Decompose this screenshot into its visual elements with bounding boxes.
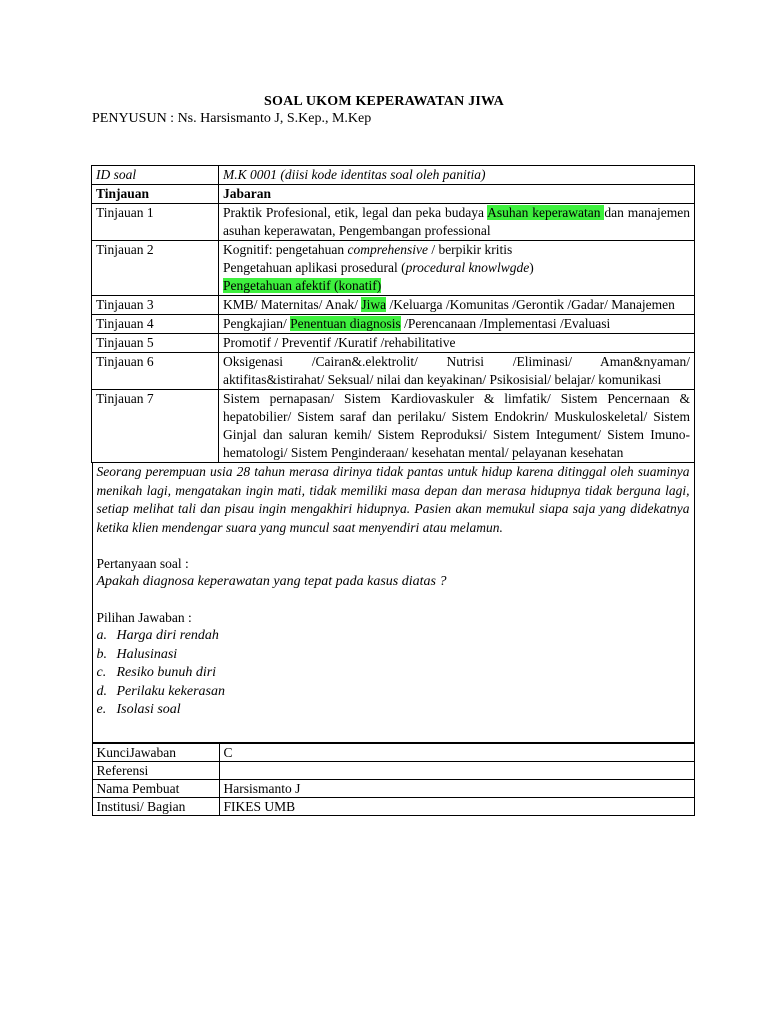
option-letter: c. bbox=[96, 665, 107, 680]
pembuat-value: Harsismanto J bbox=[219, 779, 694, 797]
text-line bbox=[223, 259, 690, 277]
tinjauan-1-text bbox=[219, 204, 695, 241]
highlighted-answer: Jiwa bbox=[361, 297, 387, 312]
table-row bbox=[92, 296, 695, 315]
tinjauan-7-label: Tinjauan 7 bbox=[92, 390, 219, 463]
tinjauan-2-text bbox=[219, 241, 695, 296]
highlighted-answer: Penentuan diagnosis bbox=[290, 316, 401, 331]
table-row bbox=[92, 185, 695, 204]
option-text: Harga diri rendah bbox=[116, 628, 219, 643]
table-row bbox=[92, 353, 695, 390]
col-header-tinjauan: Tinjauan bbox=[92, 185, 219, 204]
id-label: ID soal bbox=[92, 166, 219, 185]
text-segment: KMB/ Maternitas/ Anak/ bbox=[223, 297, 362, 312]
tinjauan-1-label: Tinjauan 1 bbox=[92, 204, 219, 241]
tinjauan-3-text bbox=[219, 296, 695, 315]
case-section bbox=[92, 463, 695, 816]
spacer bbox=[97, 720, 690, 742]
tinjauan-2-label: Tinjauan 2 bbox=[92, 241, 219, 296]
table-row bbox=[92, 241, 695, 296]
option-text: Halusinasi bbox=[116, 646, 178, 662]
question-text: Apakah diagnosa keperawatan yang tepat pada kasus diatas ? bbox=[96, 574, 447, 589]
list-item bbox=[97, 646, 690, 665]
text-segment: procedural knowlwgde bbox=[405, 260, 530, 275]
option-text: Resiko bunuh diri bbox=[116, 665, 217, 680]
question-label: Pertanyaan soal : bbox=[96, 556, 189, 571]
highlighted-answer: Asuhan keperawatan bbox=[487, 205, 605, 220]
table-row bbox=[92, 761, 694, 779]
text-segment: Praktik Profesional, etik, legal dan peka budaya bbox=[223, 205, 488, 220]
tinjauan-7-text: Sistem pernapasan/ Sistem Kardiovaskuler & limfatik/ Sistem Pencernaan & hepatobilier/ Sistem saraf dan perilaku/ Sistem Endokrin/ Muskuloskeletal/ Sistem Ginjal dan saluran kemih/ Sistem Reproduksi/ Sistem Integument/ Sistem Imuno-hematologi/ Sistem Penginderaan/ kesehatan mental/ pelayanan kesehatan bbox=[219, 390, 695, 463]
tinjauan-4-text bbox=[219, 315, 695, 334]
answer-options bbox=[97, 627, 690, 720]
text-segment: Pengetahuan aplikasi prosedural ( bbox=[223, 260, 406, 275]
text-segment: /Keluarga /Komunitas /Gerontik /Gadar/ Manajemen bbox=[386, 297, 675, 312]
list-item bbox=[97, 701, 690, 720]
spacer bbox=[97, 537, 690, 555]
author-line: PENYUSUN : Ns. Harsismanto J, S.Kep., M.Kep bbox=[92, 111, 372, 126]
id-value: M.K 0001 (diisi kode identitas soal oleh panitia) bbox=[219, 166, 695, 185]
table-row bbox=[92, 797, 694, 815]
text-segment: /Perencanaan /Implementasi /Evaluasi bbox=[400, 316, 611, 331]
spacer bbox=[97, 591, 690, 609]
tinjauan-5-label: Tinjauan 5 bbox=[92, 334, 219, 353]
text-line bbox=[223, 241, 690, 259]
tinjauan-4-label: Tinjauan 4 bbox=[92, 315, 219, 334]
pembuat-label: Nama Pembuat bbox=[92, 779, 219, 797]
table-row bbox=[92, 204, 695, 241]
text-segment: ) bbox=[529, 260, 534, 275]
text-segment: Pengkajian/ bbox=[223, 316, 291, 331]
table-row bbox=[92, 743, 694, 761]
answer-key-table bbox=[92, 743, 695, 816]
kunci-value: C bbox=[219, 743, 694, 761]
text-segment: comprehensive bbox=[347, 242, 428, 257]
table-row bbox=[92, 334, 695, 353]
tinjauan-6-text: Oksigenasi /Cairan&.elektrolit/ Nutrisi /Eliminasi/ Aman&nyaman/ aktifitas&istirahat/ Seksual/ nilai dan keyakinan/ Psikosisial/ belajar/ komunikasi bbox=[219, 353, 695, 390]
table-row bbox=[92, 390, 695, 463]
options-label: Pilihan Jawaban : bbox=[96, 610, 192, 625]
option-text: Perilaku kekerasan bbox=[116, 683, 225, 699]
highlighted-answer: Pengetahuan afektif (konatif) bbox=[223, 278, 382, 293]
text-line bbox=[223, 277, 690, 295]
question-metadata-table bbox=[91, 165, 695, 816]
referensi-label: Referensi bbox=[92, 761, 219, 779]
tinjauan-6-label: Tinjauan 6 bbox=[92, 353, 219, 390]
option-letter: d. bbox=[96, 683, 107, 699]
text-segment: Kognitif: pengetahuan bbox=[223, 242, 348, 257]
col-header-jabaran: Jabaran bbox=[219, 185, 695, 204]
text-segment: dan manajemen asuhan keperawatan, Pengembangan professional bbox=[223, 205, 690, 238]
option-letter: e. bbox=[96, 702, 107, 717]
list-item bbox=[97, 627, 690, 646]
option-letter: a. bbox=[96, 628, 107, 643]
page-title: SOAL UKOM KEPERAWATAN JIWA bbox=[264, 94, 504, 109]
tinjauan-5-text: Promotif / Preventif /Kuratif /rehabilitative bbox=[219, 334, 695, 353]
table-row bbox=[92, 315, 695, 334]
kunci-label: KunciJawaban bbox=[92, 743, 219, 761]
option-text: Isolasi soal bbox=[116, 702, 181, 717]
tinjauan-3-label: Tinjauan 3 bbox=[92, 296, 219, 315]
list-item bbox=[97, 664, 690, 683]
institusi-value: FIKES UMB bbox=[219, 797, 694, 815]
table-row bbox=[92, 779, 694, 797]
list-item bbox=[97, 683, 690, 702]
table-row bbox=[92, 463, 695, 816]
option-letter: b. bbox=[96, 646, 107, 662]
table-row bbox=[92, 166, 695, 185]
case-box bbox=[92, 463, 695, 743]
text-segment: / berpikir kritis bbox=[427, 242, 513, 257]
case-scenario: Seorang perempuan usia 28 tahun merasa dirinya tidak pantas untuk hidup karena ditinggal oleh suaminya menikah lagi, mengatakan ingin mati, tidak memiliki masa depan dan merasa hidupnya tidak berguna lagi, setiap melihat tali dan pisau ingin mengakhiri hidupnya. Pasien akan memukul siapa saja yang didekatnya ketika klien mendengar suara yang muncul saat menyendiri atau melamun. bbox=[96, 464, 690, 535]
institusi-label: Institusi/ Bagian bbox=[92, 797, 219, 815]
referensi-value bbox=[219, 761, 694, 779]
